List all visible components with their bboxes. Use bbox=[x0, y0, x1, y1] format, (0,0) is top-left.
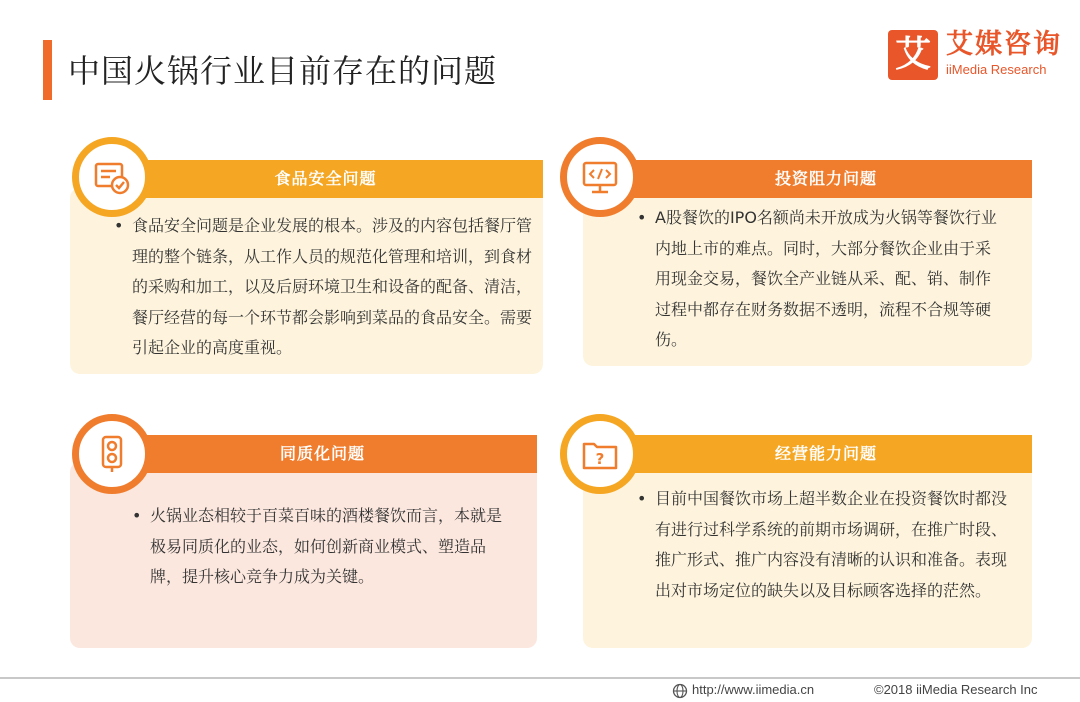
card-header: 食品安全问题 bbox=[108, 160, 543, 198]
footer-divider bbox=[0, 677, 1080, 679]
folder-question-icon bbox=[580, 434, 620, 474]
card-text bbox=[637, 484, 1020, 606]
card-text bbox=[637, 203, 1005, 356]
card-header: 投资阻力问题 bbox=[620, 160, 1032, 198]
document-check-icon bbox=[92, 157, 132, 197]
page-title: 中国火锅行业目前存在的问题 bbox=[68, 52, 498, 90]
svg-text:?: ? bbox=[595, 450, 605, 468]
card-text-content: 目前中国餐饮市场上超半数企业在投资餐饮时都没有进行过科学系统的前期市场调研，在推广时段、推广形式、推广内容没有清晰的认识和准备。表现出对市场定位的缺失以及目标顾客选择的茫然。 bbox=[655, 489, 1008, 600]
logo-name-en: iiMedia Research bbox=[946, 62, 1047, 77]
iimedia-logo bbox=[888, 30, 1063, 82]
card-text bbox=[132, 501, 515, 593]
monitor-code-icon bbox=[580, 157, 620, 197]
logo-mark: 艾 bbox=[888, 30, 938, 80]
footer-url-link[interactable]: http://www.iimedia.cn bbox=[692, 682, 815, 697]
card-header: 经营能力问题 bbox=[620, 435, 1032, 473]
card-icon-circle bbox=[72, 137, 152, 217]
bullet-dot: • bbox=[114, 216, 124, 235]
card-icon-circle bbox=[560, 137, 640, 217]
card-header: 同质化问题 bbox=[108, 435, 537, 473]
bullet-dot: • bbox=[637, 489, 647, 508]
bullet-dot: • bbox=[637, 208, 647, 227]
bullet-dot: • bbox=[132, 506, 142, 525]
card-icon-circle bbox=[72, 414, 152, 494]
card-text-content: 食品安全问题是企业发展的根本。涉及的内容包括餐厅管理的整个链条，从工作人员的规范化管理和培训，到食材的采购和加工，以及后厨环境卫生和设备的配备、清洁，餐厅经营的每一个环节都会影响到菜品的食品安全。需要引起企业的高度重视。 bbox=[132, 216, 533, 357]
traffic-light-icon bbox=[92, 434, 132, 474]
card-icon-circle bbox=[560, 414, 640, 494]
card-text-content: A股餐饮的IPO名额尚未开放成为火锅等餐饮行业内地上市的难点。同时，大部分餐饮企业由于采用现金交易，餐饮全产业链从采、配、销、制作过程中都存在财务数据不透明，流程不合规等硬伤。 bbox=[655, 208, 997, 349]
title-accent-bar bbox=[43, 40, 52, 100]
card-text bbox=[114, 211, 533, 364]
logo-name-cn: 艾媒咨询 bbox=[946, 29, 1062, 60]
globe-icon bbox=[672, 683, 688, 699]
card-text-content: 火锅业态相较于百菜百味的酒楼餐饮而言，本就是极易同质化的业态，如何创新商业模式、塑造品牌，提升核心竞争力成为关键。 bbox=[150, 506, 503, 586]
footer-copyright: ©2018 iiMedia Research Inc bbox=[874, 682, 1038, 697]
